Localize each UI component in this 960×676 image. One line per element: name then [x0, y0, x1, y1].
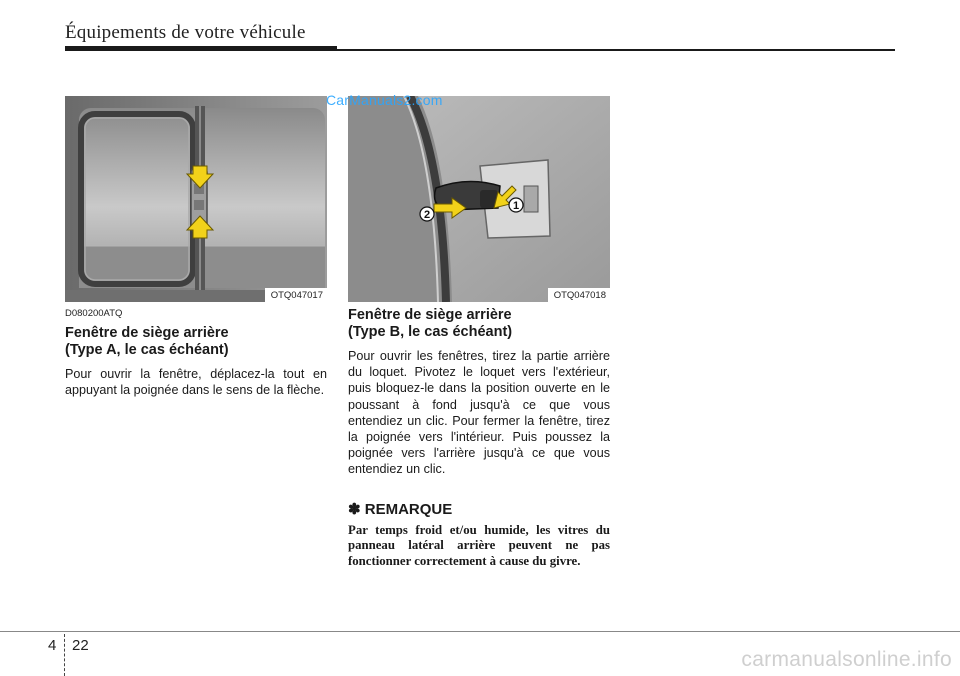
- section-type-a: [65, 308, 327, 398]
- section-title-line1: Fenêtre de siège arrière: [348, 307, 512, 323]
- page-number: 22: [72, 637, 89, 654]
- footer-divider: [64, 634, 65, 676]
- watermark-text: CarManuals2.com: [326, 92, 443, 108]
- section-title: [65, 325, 327, 359]
- site-watermark: carmanualsonline.info: [741, 648, 952, 671]
- page-header-title: Équipements de votre véhicule: [65, 22, 306, 43]
- note-heading: [348, 500, 610, 518]
- header-rule: [65, 46, 337, 51]
- header-rule-thin: [337, 49, 895, 51]
- window-type-a-illustration: [65, 96, 327, 302]
- figure-window-type-b: [348, 96, 610, 302]
- figure-window-type-a: [65, 96, 327, 302]
- section-title-line2: (Type A, le cas échéant): [65, 342, 229, 358]
- chapter-number: 4: [48, 637, 57, 654]
- callout-1: 1: [512, 200, 520, 212]
- section-body: Pour ouvrir les fenêtres, tirez la partie arrière du loquet. Pivotez le loquet vers l'extérieur, puis bloquez-le dans la position ouverte en le poussant à fond jusqu'à ce que vous entendiez un clic. Pour fermer la fenêtre, tirez la poignée vers l'intérieur. Puis poussez la poignée vers l'arrière jusqu'à ce que vous entendiez un clic.: [348, 349, 610, 477]
- section-title-line2: (Type B, le cas échéant): [348, 324, 513, 340]
- section-type-b: [348, 307, 610, 569]
- figure-code: OTQ047017: [265, 288, 327, 302]
- section-code: D080200ATQ: [65, 308, 123, 319]
- note-title: REMARQUE: [364, 500, 453, 518]
- note-symbol-icon: ✽: [348, 500, 361, 518]
- section-body: Pour ouvrir la fenêtre, déplacez-la tout en appuyant la poignée dans le sens de la flèche.: [65, 367, 327, 398]
- section-title-line1: Fenêtre de siège arrière: [65, 325, 229, 341]
- callout-2: 2: [423, 209, 431, 221]
- footer-rule: [0, 631, 960, 632]
- figure-code: OTQ047018: [548, 288, 610, 302]
- section-title: [348, 307, 610, 341]
- window-type-b-illustration: [348, 96, 610, 302]
- note-body: Par temps froid et/ou humide, les vitres du panneau latéral arrière peuvent ne pas fonctionner correctement à cause du givre.: [348, 522, 610, 568]
